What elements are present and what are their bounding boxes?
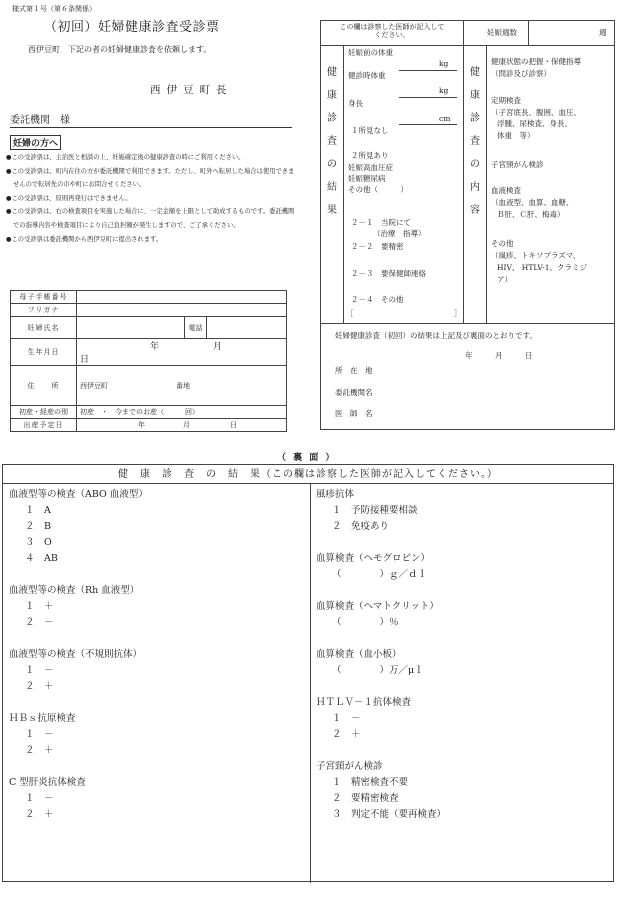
content-blood-detail-2: Ｂ肝、Ｃ肝、梅毒） xyxy=(497,210,565,219)
result-option[interactable]: １ － xyxy=(25,729,54,740)
right-section xyxy=(316,487,446,535)
left-section xyxy=(9,487,148,567)
doctor-note: この欄は診察した医師が記入してください。 xyxy=(339,23,445,40)
bracket-open: ［ xyxy=(346,309,354,318)
boshi-field[interactable] xyxy=(77,291,287,304)
content-other-detail-2: HIV、 HTLV-1、クラミジ xyxy=(497,263,587,272)
address-banchi: 番地 xyxy=(176,381,190,390)
result-2-1[interactable]: ２－１ 当院にて xyxy=(351,218,411,227)
left-section xyxy=(9,647,148,695)
name-label: 妊婦氏名 xyxy=(11,317,77,339)
section-title: 風疹抗体 xyxy=(316,489,355,500)
result-option[interactable]: ２ ＋ xyxy=(25,681,54,692)
result-option[interactable]: （ ）万／μｌ xyxy=(332,665,424,676)
furigana-field[interactable] xyxy=(77,304,287,317)
content-vertical-label xyxy=(468,61,482,222)
result-option[interactable]: ２ 免疫あり xyxy=(332,521,390,532)
due-month: 月 xyxy=(183,421,190,429)
name-field[interactable] xyxy=(77,317,185,339)
due-label: 出産予定日 xyxy=(11,419,77,432)
back-side-label: （ 裏 面 ） xyxy=(277,453,337,463)
content-cervical: 子宮頸がん検診 xyxy=(491,160,544,169)
back-results-panel xyxy=(2,464,614,882)
results-vertical-char: の xyxy=(327,159,337,170)
result-option[interactable]: １ － xyxy=(332,713,361,724)
content-vertical-char: 査 xyxy=(470,136,480,147)
address-field[interactable] xyxy=(77,366,287,406)
results-vertical-char: 果 xyxy=(327,205,337,216)
results-vertical-char: 診 xyxy=(327,113,337,124)
content-blood-detail-1: （血液型、血算、血糖、 xyxy=(491,198,574,207)
section-title: 子宮頸がん検診 xyxy=(316,761,383,772)
results-vertical-char: 健 xyxy=(327,67,337,78)
parity-label: 初産・経産の別 xyxy=(11,406,77,419)
content-vertical-char: 診 xyxy=(470,113,480,124)
note-item: ●この受診票は、右の検査項目を実施した場合に、一定金額を上限として助成するものです。委託機関での指導内容や検査項目により自己負担額が発生しますので、ご了承ください。 xyxy=(6,208,295,229)
due-year: 年 xyxy=(138,421,145,429)
note-item: ●この受診票は、町内在住の方が委託機関で利用できます。ただし、町外へ転居した場合は使用できませんので転居先の市や町にお問合せください。 xyxy=(6,167,295,189)
prepreg-weight-label: 妊娠前の体重 xyxy=(348,48,393,57)
location-label: 所 在 地 xyxy=(335,366,373,375)
result-2-1-detail: （治療 指導） xyxy=(373,229,426,238)
result-statement: 妊婦健康診査（初回）の結果は上記及び裏面のとおりです。 xyxy=(335,331,537,340)
birth-month: 月 xyxy=(213,342,223,352)
section-title: C 型肝炎抗体検査 xyxy=(9,777,86,788)
institution-line: 委託機関 様 xyxy=(10,111,292,128)
result-2-2[interactable]: ２－２ 要精密 xyxy=(351,242,404,251)
content-blood: 血液検査 xyxy=(491,186,521,195)
result-option[interactable]: ２ B xyxy=(25,521,51,532)
right-section xyxy=(316,599,446,631)
right-section xyxy=(316,759,446,823)
result-option[interactable]: １ 予防接種要相談 xyxy=(332,505,418,516)
due-day: 日 xyxy=(230,421,237,429)
birth-day: 日 xyxy=(80,355,90,365)
back-left-column xyxy=(9,487,148,839)
finding-none[interactable]: １所見なし xyxy=(351,126,389,135)
results-vertical-char: 康 xyxy=(327,90,337,101)
birth-field[interactable] xyxy=(77,339,287,366)
statement-date[interactable]: 年 月 日 xyxy=(465,351,533,360)
content-other: その他 xyxy=(491,239,514,248)
section-title: ＨＴＬＶ－１抗体検査 xyxy=(316,697,412,708)
birth-label: 生年月日 xyxy=(11,339,77,366)
address-label: 住 所 xyxy=(11,366,77,406)
kg-unit: kg xyxy=(439,59,449,68)
section-title: 血液型等の検査（不規則抗体） xyxy=(9,649,143,660)
back-right-column xyxy=(316,487,446,839)
results-vertical-label xyxy=(325,61,339,222)
note-item: ●この受診票は、原則再発行はできません。 xyxy=(6,194,132,202)
content-vertical-char: 健 xyxy=(470,67,480,78)
result-2-3[interactable]: ２－３ 要保健師連絡 xyxy=(351,269,426,278)
due-field[interactable] xyxy=(77,419,287,432)
result-option[interactable]: ４ AB xyxy=(25,553,58,564)
other-option[interactable]: その他（ ） xyxy=(348,185,408,194)
hypertension-option[interactable]: 妊娠高血圧症 xyxy=(348,163,393,172)
boshi-label: 母子手帳番号 xyxy=(11,291,77,304)
result-option[interactable]: ２ ＋ xyxy=(25,745,54,756)
content-other-detail-1: （風疹、トキソプラズマ、 xyxy=(491,251,581,260)
weeks-unit: 週 xyxy=(599,28,607,37)
section-title: 血算検査（血小板） xyxy=(316,649,402,660)
content-vertical-char: 康 xyxy=(470,90,480,101)
parity-field[interactable]: 初産 ・ 今までのお産（ 回） xyxy=(77,406,287,419)
result-option[interactable]: ２ ＋ xyxy=(332,729,361,740)
result-option[interactable]: １ A xyxy=(25,505,51,516)
content-health: 健康状態の把握・保健指導 xyxy=(491,57,581,66)
left-section xyxy=(9,583,148,631)
right-section xyxy=(316,647,446,679)
notes-list xyxy=(6,151,296,246)
content-regular-detail-3: 体重 等） xyxy=(497,131,535,140)
result-option[interactable]: ３ 判定不能（要再検査） xyxy=(332,809,447,820)
furigana-label: フリガナ xyxy=(11,304,77,317)
cm-unit: cm xyxy=(439,114,451,123)
content-regular-detail-1: （子宮底長、腹囲、血圧、 xyxy=(491,108,581,117)
mayor-name: 西伊豆町長 xyxy=(150,84,233,96)
result-option[interactable]: ３ O xyxy=(25,537,52,548)
section-title: 血液型等の検査（ABO 血液型） xyxy=(9,489,148,500)
notes-heading: 妊婦の方へ xyxy=(10,135,61,150)
height-label: 身長 xyxy=(348,99,363,108)
section-title: 血算検査（ヘモグロビン） xyxy=(316,553,431,564)
result-option[interactable]: （ ）ｇ／ｄｌ xyxy=(332,569,428,580)
content-health-detail: （問診及び診察） xyxy=(491,69,551,78)
request-text: 西伊豆町 下記の者の妊婦健康診査を依頼します。 xyxy=(28,45,212,54)
phone-label: 電話 xyxy=(185,317,207,339)
result-option[interactable]: （ ）％ xyxy=(332,617,399,628)
result-2-4[interactable]: ２－４ その他 xyxy=(351,295,404,304)
left-section xyxy=(9,711,148,759)
result-option[interactable]: １ ＋ xyxy=(25,601,54,612)
right-section xyxy=(316,551,446,583)
results-vertical-char: 査 xyxy=(327,136,337,147)
section-title: 血液型等の検査（Rh 血液型） xyxy=(9,585,140,596)
result-option[interactable]: ２ ＋ xyxy=(25,809,54,820)
finding-present[interactable]: ２所見あり xyxy=(351,151,389,160)
result-option[interactable]: １ － xyxy=(25,665,54,676)
content-regular-detail-2: 浮腫、尿検査、身長、 xyxy=(497,119,572,128)
section-title: ＨＢｓ抗原検査 xyxy=(9,713,76,724)
result-option[interactable]: １ － xyxy=(25,793,54,804)
patient-info-table xyxy=(10,290,287,432)
phone-field[interactable] xyxy=(207,317,287,339)
kg-unit: kg xyxy=(439,86,449,95)
results-vertical-char: 結 xyxy=(327,182,337,193)
form-number: 様式第１号（第６条関係） xyxy=(12,5,96,13)
content-other-detail-3: ア） xyxy=(497,275,512,284)
content-vertical-char: の xyxy=(470,159,480,170)
result-option[interactable]: ２ 要精密検査 xyxy=(332,793,399,804)
doctor-results-panel xyxy=(320,20,615,430)
content-vertical-char: 容 xyxy=(470,205,480,216)
page-title: （初回）妊婦健康診査受診票 xyxy=(44,20,220,35)
bracket-close: ］ xyxy=(454,309,462,318)
note-item: ●この受診票は、主治医と相談の上、妊娠確定後の健康診査の時にご利用ください。 xyxy=(6,154,245,161)
back-header: 健 康 診 査 の 結 果（この欄は診察した医師が記入してください。） xyxy=(3,465,613,484)
address-town: 西伊豆町 xyxy=(80,381,108,390)
result-option[interactable]: １ 精密検査不要 xyxy=(332,777,409,788)
result-option[interactable]: ２ － xyxy=(25,617,54,628)
section-title: 血算検査（ヘマトクリット） xyxy=(316,601,439,612)
right-section xyxy=(316,695,446,743)
checkup-weight-label: 健診時体重 xyxy=(348,71,386,80)
left-section xyxy=(9,775,148,823)
institution-name-label: 委託機関名 xyxy=(335,388,373,397)
content-regular: 定期検査 xyxy=(491,96,521,105)
weeks-label: 妊娠週数 xyxy=(487,28,517,37)
birth-year: 年 xyxy=(150,342,160,352)
diabetes-option[interactable]: 妊娠糖尿病 xyxy=(348,174,386,183)
doctor-name-label: 医 師 名 xyxy=(335,409,373,418)
content-vertical-char: 内 xyxy=(470,182,480,193)
note-item: ●この受診票は委託機関から西伊豆町に提出されます。 xyxy=(6,235,163,243)
